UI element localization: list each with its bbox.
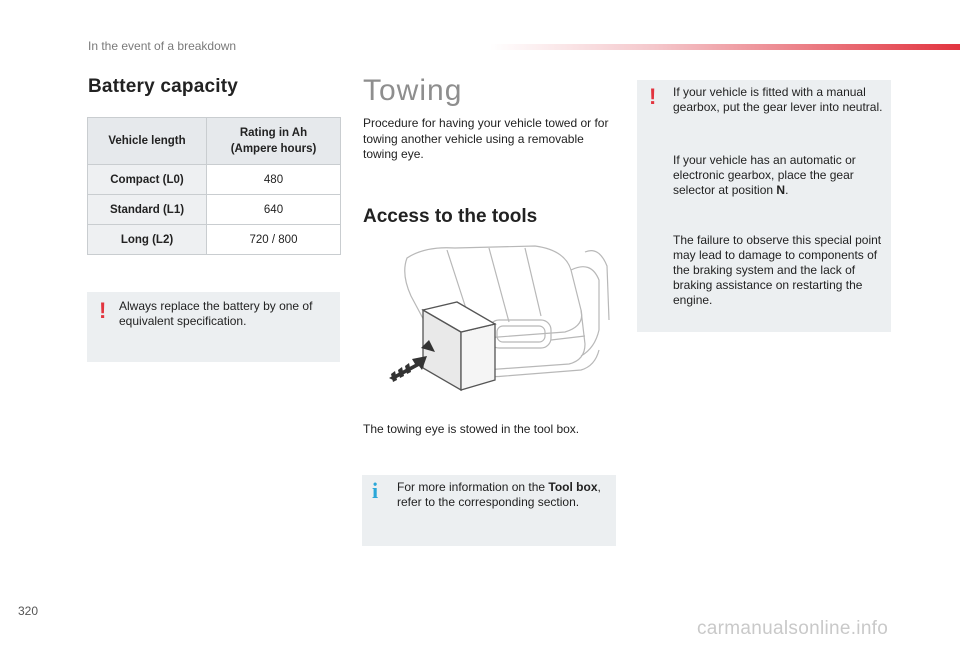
section-header: In the event of a breakdown bbox=[88, 39, 237, 53]
header-line: Rating in Ah bbox=[239, 127, 308, 139]
gear-warning-automatic bbox=[673, 153, 885, 198]
info-text-pre: For more information on the bbox=[397, 480, 549, 494]
seat-toolbox-illustration-icon bbox=[385, 240, 617, 400]
table-header-row bbox=[88, 118, 341, 165]
header-accent-bar bbox=[490, 44, 960, 50]
warning-icon: ! bbox=[649, 84, 657, 109]
towing-title: Towing bbox=[363, 74, 463, 107]
battery-title: Battery capacity bbox=[88, 76, 238, 97]
table-header bbox=[207, 118, 341, 165]
table-cell: 480 bbox=[207, 165, 341, 195]
table-cell: 720 / 800 bbox=[207, 225, 341, 255]
gear-p2-pre: If your vehicle has an automatic or electronic gearbox, place the gear selector at position bbox=[673, 153, 856, 197]
header-line: (Ampere hours) bbox=[230, 143, 317, 155]
table-row bbox=[88, 165, 341, 195]
info-note-text bbox=[397, 480, 609, 510]
info-icon: i bbox=[372, 478, 379, 503]
gear-warning-consequence: The failure to observe this special point may lead to damage to components of the braking system and the lack of braking assistance on restarting the engine. bbox=[673, 233, 882, 307]
table-cell: Standard (L1) bbox=[88, 195, 207, 225]
towing-intro: Procedure for having your vehicle towed or for towing another vehicle using a removable towing eye. bbox=[363, 116, 609, 161]
table-cell: 640 bbox=[207, 195, 341, 225]
battery-table bbox=[87, 117, 341, 255]
battery-note-text: Always replace the battery by one of equivalent specification. bbox=[119, 299, 313, 328]
tools-title: Access to the tools bbox=[363, 206, 538, 227]
toolbox-info-note bbox=[362, 475, 616, 546]
table-cell: Long (L2) bbox=[88, 225, 207, 255]
gear-p2-post: . bbox=[785, 183, 789, 197]
info-text-bold: Tool box bbox=[548, 480, 598, 494]
table-row bbox=[88, 195, 341, 225]
table-row bbox=[88, 225, 341, 255]
battery-warning-note bbox=[87, 292, 340, 362]
table-header: Vehicle length bbox=[88, 118, 207, 165]
info-text-post: , refer to the corresponding section. bbox=[397, 480, 601, 509]
gear-p2-bold: N bbox=[776, 183, 786, 197]
page-number: 320 bbox=[18, 604, 39, 618]
stowed-text: The towing eye is stowed in the tool box. bbox=[363, 422, 580, 436]
table-cell: Compact (L0) bbox=[88, 165, 207, 195]
gear-warning-manual: If your vehicle is fitted with a manual gearbox, put the gear lever into neutral. bbox=[673, 85, 883, 114]
watermark: carmanualsonline.info bbox=[697, 618, 889, 639]
warning-icon: ! bbox=[99, 298, 107, 323]
gearbox-warning-note bbox=[637, 80, 891, 332]
